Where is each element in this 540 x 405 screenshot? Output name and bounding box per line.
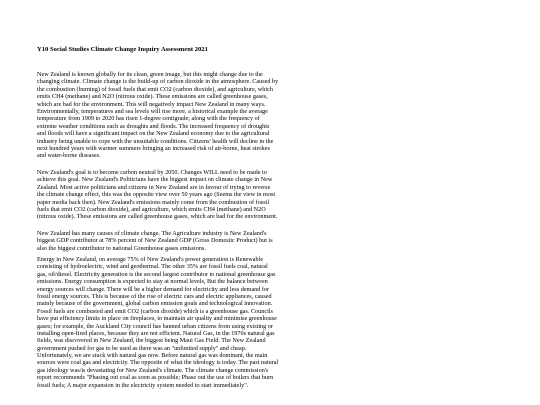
text-line: sources were coal gas and electricity. The opposite of what the ideology is today. The past natural [37, 359, 279, 367]
paragraph-climate-overview [37, 71, 507, 160]
text-line: Environmentally, temperatures and sea levels will rise more, a historical example the average [37, 107, 268, 115]
text-line: Unfortunately, we are stuck with natural gas now. Before natural gas was dominant, the main [37, 352, 268, 360]
text-line: Fossil fuels are combusted and emit CO2 (carbon dioxide) which is a greenhouse gas. Councils [37, 307, 273, 315]
text-line: biggest GDP contributor at 78% percent of New Zealand GDP (Gross Domestic Product) but is [37, 237, 273, 245]
text-line: government pushed for gas to be used as there was an "unlimited supply" and cheap. [37, 344, 247, 352]
text-line: New Zealand has many causes of climate change. The Agriculture industry is New Zealand's [37, 230, 267, 237]
text-line: industry being unable to cope with the unsuitable conditions. Citizens' health will decline in the [37, 137, 274, 145]
text-line: Zealand. Most active politicians and citizens in New Zealand are in favour of trying to reverse [37, 183, 271, 191]
text-line: fuels that emit CO2 (carbon dioxide), and agriculture, which emits CH4 (methane) and N2O [37, 205, 266, 213]
document-title: Y10 Social Studies Climate Change Inquiry Assessment 2021 [37, 46, 208, 53]
text-line: installing open-fired places, because they are not efficient. Natural Gas, in the 1970s natural gas [37, 329, 275, 337]
text-line: energy sources will change. There will be a higher demand for electricity and less demand for [37, 285, 270, 293]
text-line: paper media back then). New Zealand's emissions mainly come from the combustion of fossil [37, 198, 270, 206]
paragraph-carbon-neutral-goal [37, 169, 507, 221]
text-line: New Zealand's goal is to become carbon neutral by 2050. Changes WILL need to be made to [37, 169, 267, 176]
text-line: and water-borne diseases. [37, 152, 101, 160]
text-line: next hundred years with warmer summers bringing an increased risk of air-borne, heat strokes [37, 144, 270, 152]
text-line: consisting of hydroelectric, wind and geothermal. The other 35% are fossil fuels coal, natural [37, 263, 268, 271]
text-line: emissions. Energy consumption is expected to stay at normal levels, But the balance between [37, 278, 268, 286]
text-line: Energy in New Zealand, on average 75% of New Zealand's power generation is Renewable [37, 256, 264, 263]
text-line: report recommends "Phasing out coal as soon as possible; Phase out the use of boilers that burn [37, 374, 274, 382]
text-line: achieve this goal. New Zealand's Politicians have the biggest impact on climate change in New [37, 176, 273, 184]
paragraph-energy [37, 256, 507, 389]
text-line: (nitrous oxide). These emissions are called greenhouse gases, which are bad for the environment. [37, 213, 278, 221]
text-line: fossil energy sources. This is because of the rise of electric cars and electric appliances, caused [37, 292, 272, 300]
text-line: mainly because of the government, global carbon emission goals and technological innovation. [37, 300, 273, 308]
text-line: also the biggest contributor to national Greenhouse gases emissions. [37, 244, 206, 252]
paragraph-causes [37, 230, 507, 252]
text-line: have put efficiency limits in place on fireplaces, to maintain air quality and minimise greenhouse [37, 315, 277, 323]
text-line: and floods will have a significant impact on the New Zealand economy due to the agricultural [37, 130, 270, 138]
text-line: the combustion (burning) of fossil fuels that emit CO2 (carbon dioxide), and agriculture, which [37, 85, 273, 93]
text-line: temperature from 1909 to 2020 has risen 1-degree centigrade; along with the frequency of [37, 115, 260, 123]
text-line: fields, was discovered in New Zealand, the biggest being Maui Gas Field. The New Zealand [37, 337, 266, 345]
text-line: extreme weather conditions such as droughts and floods. The increased frequency of droughts [37, 122, 270, 130]
text-line: gas ideology was/is devastating for New Zealand's climate. The climate change commission's [37, 366, 269, 374]
text-line: the climate change effect, this was the opposite view over 50 years ago (Seems the view in most [37, 191, 276, 199]
text-line: New Zealand is known globally for its clean, green image, but this might change due to the [37, 71, 263, 78]
text-line: gases; for example, the Auckland City council has banned urban citizens from using existing or [37, 322, 273, 330]
text-line: fossil fuels; A major expansion in the electricity system needed to start immediately". [37, 381, 249, 389]
text-line: which are bad for the environment. This will negatively impact New Zealand in many ways. [37, 100, 266, 108]
text-line: emits CH4 (methane) and N2O (nitrous oxide). These emissions are called greenhouse gases, [37, 93, 268, 101]
text-line: gas, oil/diesel. Electricity generation is the second largest contributor to national greenhouse gas [37, 270, 276, 278]
text-line: changing climate. Climate change is the build-up of carbon dioxide in the atmosphere. Caused by [37, 78, 279, 86]
